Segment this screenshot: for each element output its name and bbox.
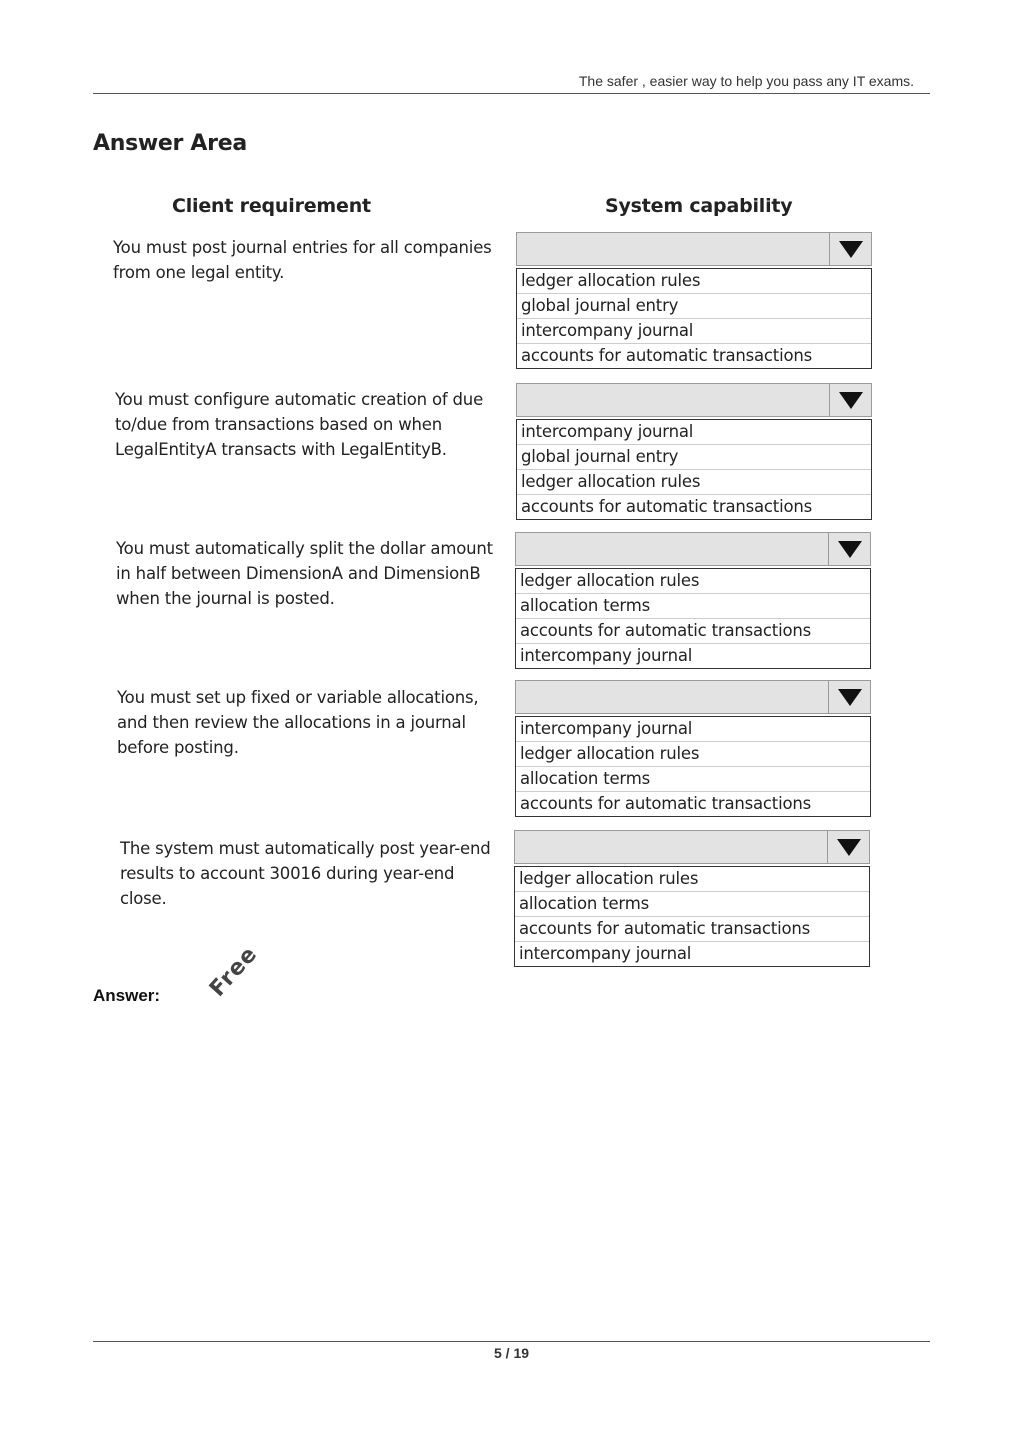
answer-label: Answer: xyxy=(93,986,161,1005)
requirement-line: LegalEntityA transacts with LegalEntityB. xyxy=(115,440,447,459)
page-number: 5 / 19 xyxy=(493,1345,530,1361)
requirement-line: before posting. xyxy=(117,738,239,757)
dropdown-options xyxy=(514,866,870,967)
dropdown-toggle-button[interactable] xyxy=(828,533,870,565)
capability-dropdown-4[interactable] xyxy=(515,680,871,817)
dropdown-selection-box[interactable] xyxy=(516,383,872,417)
requirement-line: You must set up fixed or variable allocations, xyxy=(117,688,479,707)
dropdown-selection-box[interactable] xyxy=(514,830,870,864)
dropdown-option[interactable]: ledger allocation rules xyxy=(516,742,870,767)
triangle-down-icon xyxy=(838,689,862,706)
header-divider xyxy=(93,93,930,94)
dropdown-option[interactable]: intercompany journal xyxy=(520,646,693,665)
capability-dropdown-2[interactable] xyxy=(516,383,872,520)
triangle-down-icon xyxy=(839,392,863,409)
triangle-down-icon xyxy=(839,241,863,258)
dropdown-selection-box[interactable] xyxy=(515,680,871,714)
dropdown-option[interactable]: allocation terms xyxy=(516,767,870,792)
requirement-text-1 xyxy=(113,235,513,285)
requirement-text-4 xyxy=(117,685,517,760)
page-title: Answer Area xyxy=(93,131,247,156)
footer-divider xyxy=(93,1341,930,1342)
dropdown-option[interactable]: intercompany journal xyxy=(517,319,871,344)
dropdown-option[interactable]: accounts for automatic transactions xyxy=(521,346,812,365)
dropdown-option[interactable]: global journal entry xyxy=(517,294,871,319)
dropdown-option[interactable]: intercompany journal xyxy=(517,419,871,445)
dropdown-options xyxy=(515,568,871,669)
dropdown-options xyxy=(515,716,871,817)
dropdown-option[interactable]: allocation terms xyxy=(515,892,869,917)
capability-dropdown-5[interactable] xyxy=(514,830,870,967)
requirement-line: You must configure automatic creation of due xyxy=(115,390,484,409)
capability-dropdown-1[interactable] xyxy=(516,232,872,369)
dropdown-option[interactable]: accounts for automatic transactions xyxy=(520,794,811,813)
dropdown-option[interactable]: accounts for automatic transactions xyxy=(521,497,812,516)
requirement-line: from one legal entity. xyxy=(113,263,285,282)
requirement-line: to/due from transactions based on when xyxy=(115,415,442,434)
dropdown-option[interactable]: intercompany journal xyxy=(516,716,870,742)
triangle-down-icon xyxy=(838,541,862,558)
requirement-text-2 xyxy=(115,387,515,462)
dropdown-option[interactable]: ledger allocation rules xyxy=(516,568,870,594)
requirement-line: You must automatically split the dollar amount xyxy=(116,539,493,558)
requirement-line: results to account 30016 during year-end xyxy=(120,864,455,883)
requirement-line: and then review the allocations in a journal xyxy=(117,713,466,732)
capability-dropdown-3[interactable] xyxy=(515,532,871,669)
dropdown-options xyxy=(516,419,872,520)
requirement-line: close. xyxy=(120,889,167,908)
dropdown-option[interactable]: accounts for automatic transactions xyxy=(516,619,870,644)
triangle-down-icon xyxy=(837,839,861,856)
dropdown-option[interactable]: allocation terms xyxy=(516,594,870,619)
dropdown-toggle-button[interactable] xyxy=(827,831,869,863)
dropdown-toggle-button[interactable] xyxy=(829,384,871,416)
dropdown-option[interactable]: accounts for automatic transactions xyxy=(515,917,869,942)
dropdown-selection-box[interactable] xyxy=(515,532,871,566)
requirement-line: The system must automatically post year-end xyxy=(120,839,491,858)
dropdown-toggle-button[interactable] xyxy=(829,233,871,265)
header-tagline: The safer , easier way to help you pass any IT exams. xyxy=(578,73,914,89)
requirement-text-5 xyxy=(120,836,520,911)
dropdown-selection-box[interactable] xyxy=(516,232,872,266)
column-header-client-requirement: Client requirement xyxy=(172,195,371,217)
dropdown-option[interactable]: ledger allocation rules xyxy=(517,470,871,495)
column-header-system-capability: System capability xyxy=(605,195,793,217)
dropdown-option[interactable]: ledger allocation rules xyxy=(517,268,871,294)
dropdown-option[interactable]: global journal entry xyxy=(517,445,871,470)
watermark-text: Free xyxy=(205,941,263,1002)
dropdown-option[interactable]: ledger allocation rules xyxy=(515,866,869,892)
dropdown-option[interactable]: intercompany journal xyxy=(519,944,692,963)
requirement-line: You must post journal entries for all companies xyxy=(113,238,492,257)
requirement-line: in half between DimensionA and DimensionB xyxy=(116,564,481,583)
dropdown-toggle-button[interactable] xyxy=(828,681,870,713)
dropdown-options xyxy=(516,268,872,369)
requirement-text-3 xyxy=(116,536,516,611)
requirement-line: when the journal is posted. xyxy=(116,589,335,608)
